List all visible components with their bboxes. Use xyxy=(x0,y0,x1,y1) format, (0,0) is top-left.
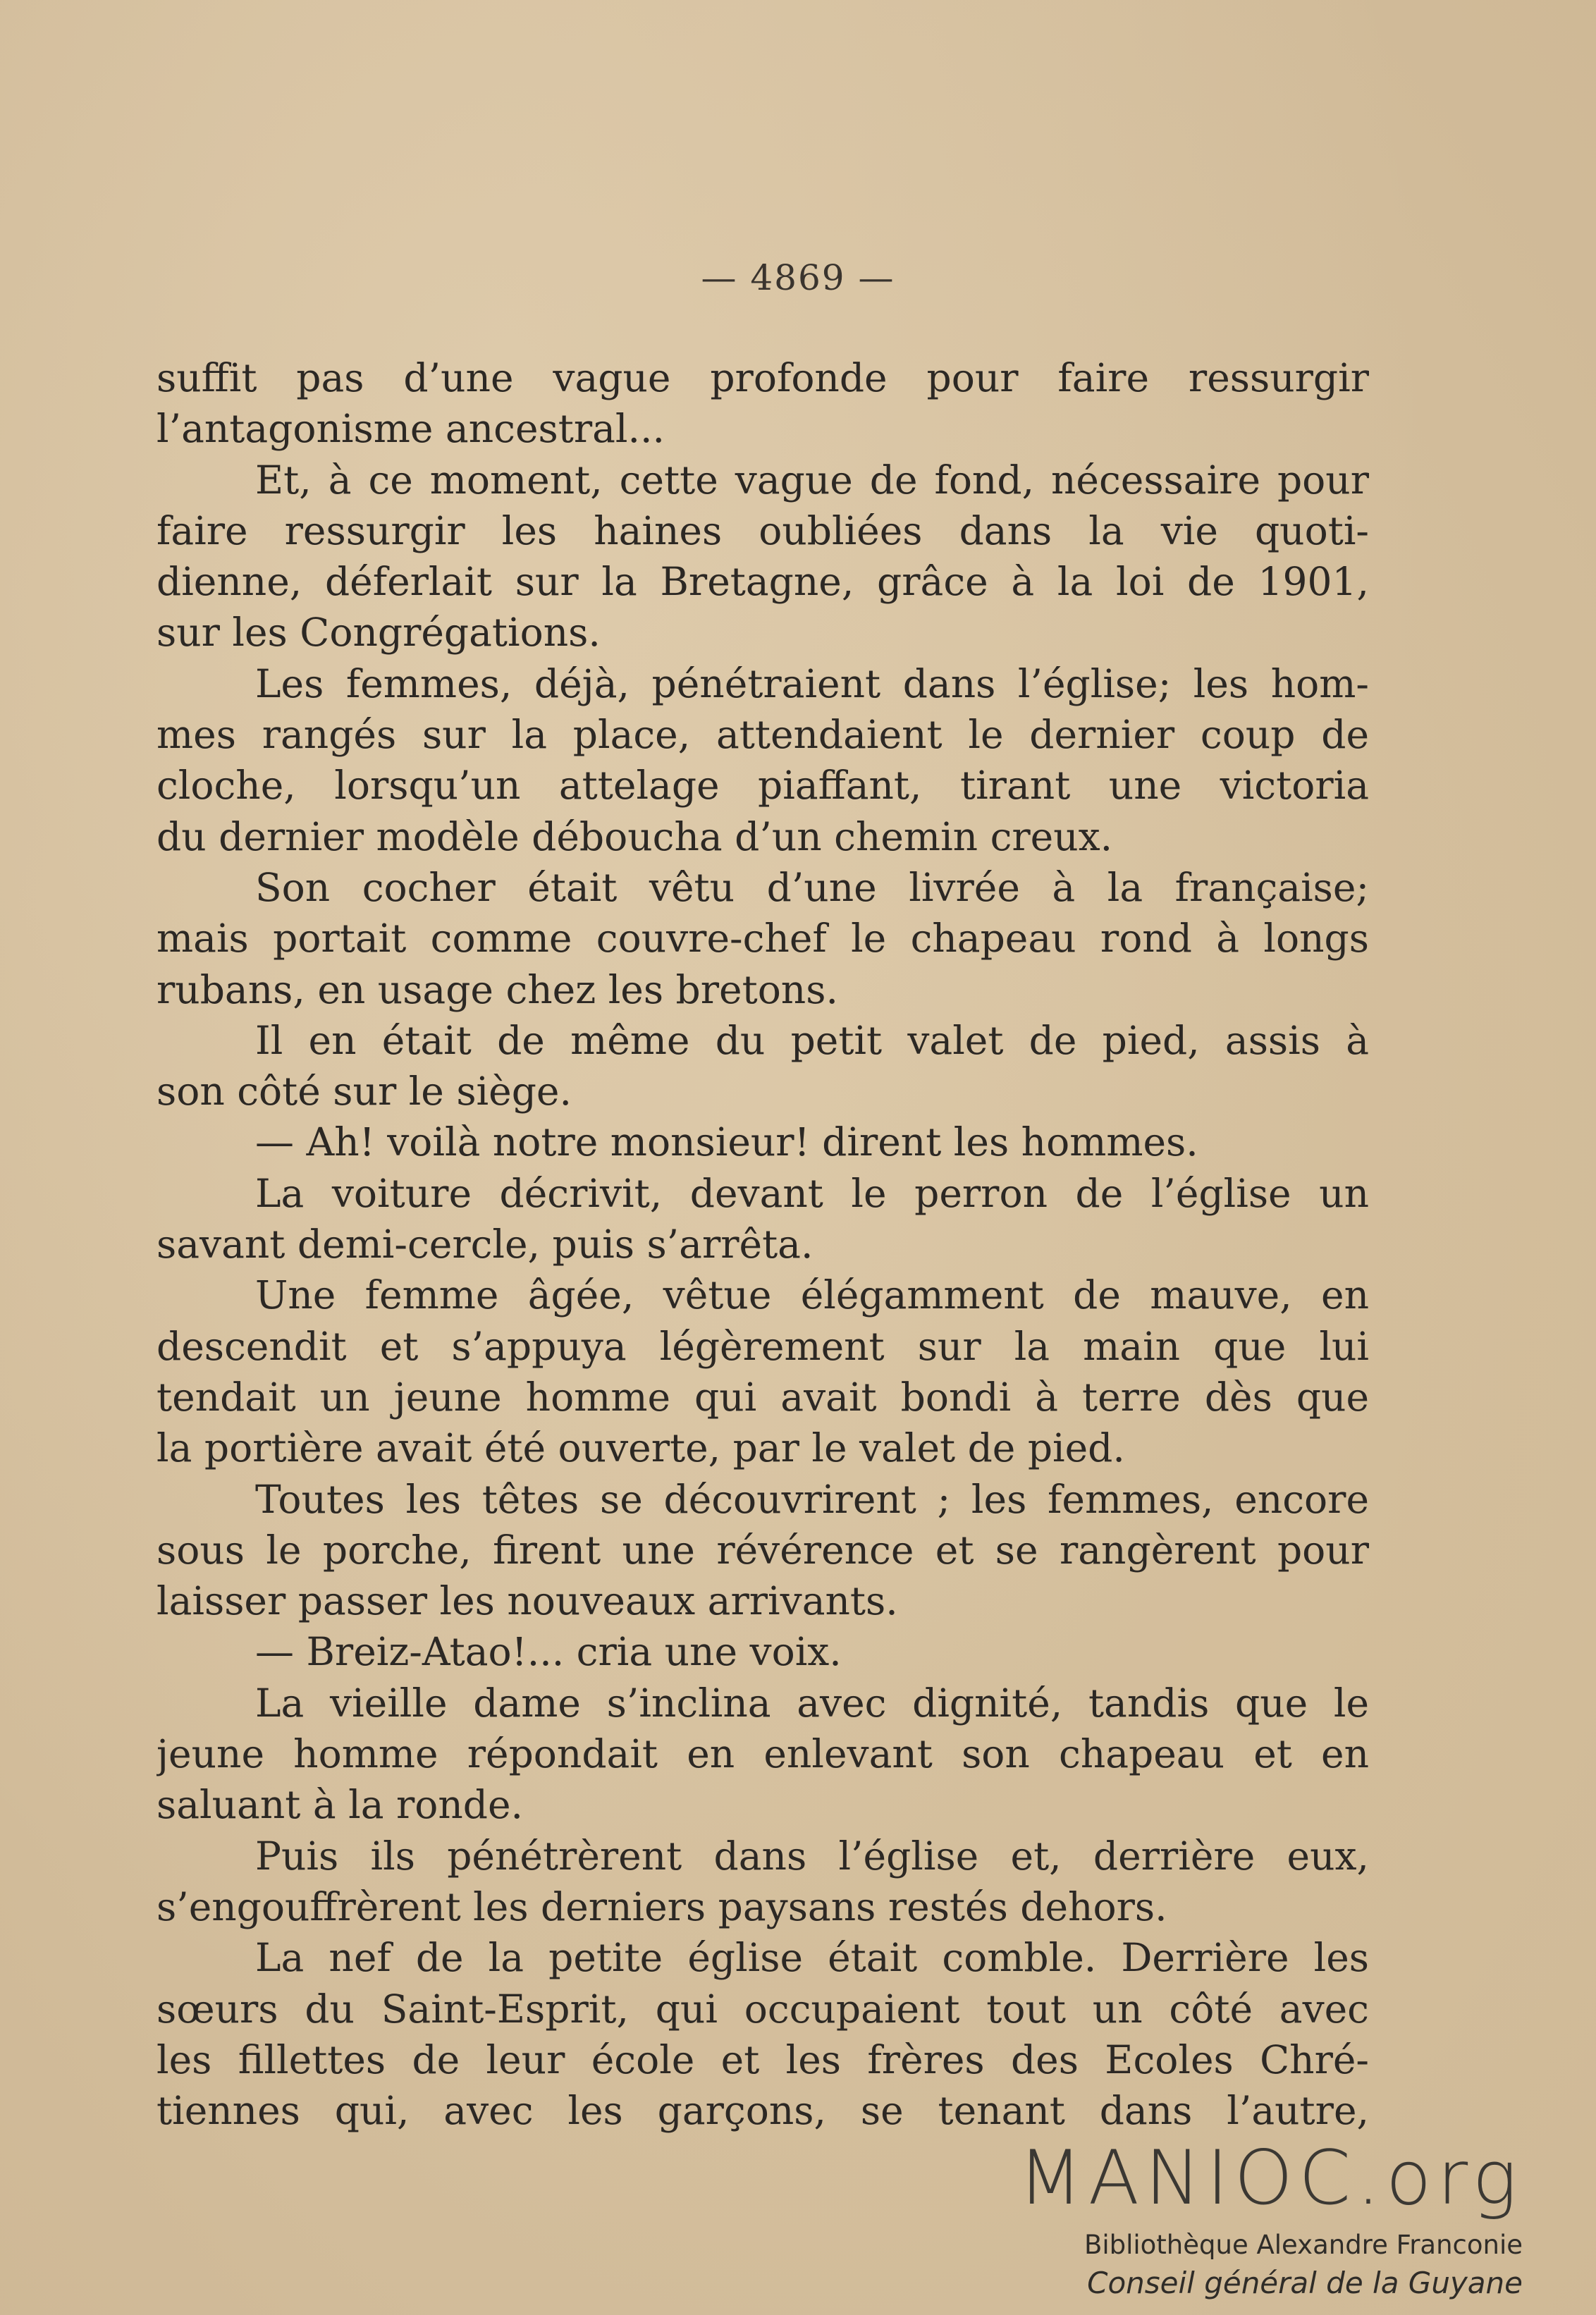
body-text xyxy=(156,352,1369,2136)
text-line: rubans, en usage chez les bretons. xyxy=(156,966,838,1012)
text-line: Toutes les têtes se découvrirent ; les femmes, encore xyxy=(255,1476,1369,1522)
text-line: mais portait comme couvre-chef le chapeau rond à longs xyxy=(156,916,1369,962)
text-line: les fillettes de leur école et les frères des Ecoles Chré- xyxy=(156,2037,1369,2082)
text-line: Les femmes, déjà, pénétraient dans l’église; les hom- xyxy=(255,661,1369,706)
text-line: La vieille dame s’inclina avec dignité, tandis que le xyxy=(255,1680,1369,1726)
page-number: — 4869 — xyxy=(701,257,895,298)
text-line: Il en était de même du petit valet de pied, assis à xyxy=(255,1017,1369,1063)
text-line: son côté sur le siège. xyxy=(156,1069,572,1114)
text-line: savant demi-cercle, puis s’arrêta. xyxy=(156,1222,814,1267)
text-line: — Ah! voilà notre monsieur! dirent les hommes. xyxy=(255,1119,1198,1165)
text-line: Son cocher était vêtu d’une livrée à la française; xyxy=(255,864,1369,910)
text-line: laisser passer les nouveaux arrivants. xyxy=(156,1578,898,1624)
text-line: tiennes qui, avec les garçons, se tenant dans l’autre, xyxy=(156,2088,1369,2134)
text-line: Une femme âgée, vêtue élégamment de mauve, en xyxy=(255,1272,1369,1318)
council-name: Conseil général de la Guyane xyxy=(1087,2266,1523,2300)
text-line: la portière avait été ouverte, par le valet de pied. xyxy=(156,1425,1125,1471)
text-line: Et, à ce moment, cette vague de fond, nécessaire pour xyxy=(255,457,1369,503)
text-line: Puis ils pénétrèrent dans l’église et, derrière eux, xyxy=(255,1833,1369,1879)
text-line: dienne, déferlait sur la Bretagne, grâce à la loi de 1901, xyxy=(156,559,1369,605)
text-line: suffit pas d’une vague profonde pour faire ressurgir xyxy=(156,355,1369,400)
text-line: La nef de la petite église était comble. Derrière les xyxy=(255,1935,1369,1981)
text-line: l’antagonisme ancestral... xyxy=(156,406,665,452)
text-line: sous le porche, firent une révérence et se rangèrent pour xyxy=(156,1527,1369,1573)
text-line: tendait un jeune homme qui avait bondi à terre dès que xyxy=(156,1374,1369,1420)
text-line: sœurs du Saint-Esprit, qui occupaient tout un côté avec xyxy=(156,1986,1369,2032)
manioc-watermark xyxy=(1018,2135,1554,2300)
library-name: Bibliothèque Alexandre Franconie xyxy=(1084,2230,1523,2260)
text-line: cloche, lorsqu’un attelage piaffant, tirant une victoria xyxy=(156,763,1369,809)
text-line: descendit et s’appuya légèrement sur la main que lui xyxy=(156,1323,1369,1369)
text-line: jeune homme répondait en enlevant son chapeau et en xyxy=(156,1731,1369,1777)
text-line: saluant à la ronde. xyxy=(156,1782,524,1828)
text-line: s’engouffrèrent les derniers paysans restés dehors. xyxy=(156,1884,1167,1929)
text-line: La voiture décrivit, devant le perron de l’église un xyxy=(255,1170,1369,1216)
text-line: sur les Congrégations. xyxy=(156,610,601,656)
text-line: du dernier modèle déboucha d’un chemin creux. xyxy=(156,813,1113,859)
text-line: — Breiz-Atao!... cria une voix. xyxy=(255,1629,842,1675)
manioc-logo[interactable]: MANIOC.org xyxy=(1018,2135,1523,2221)
text-line: mes rangés sur la place, attendaient le dernier coup de xyxy=(156,712,1369,758)
text-line: faire ressurgir les haines oubliées dans la vie quoti- xyxy=(156,508,1369,553)
